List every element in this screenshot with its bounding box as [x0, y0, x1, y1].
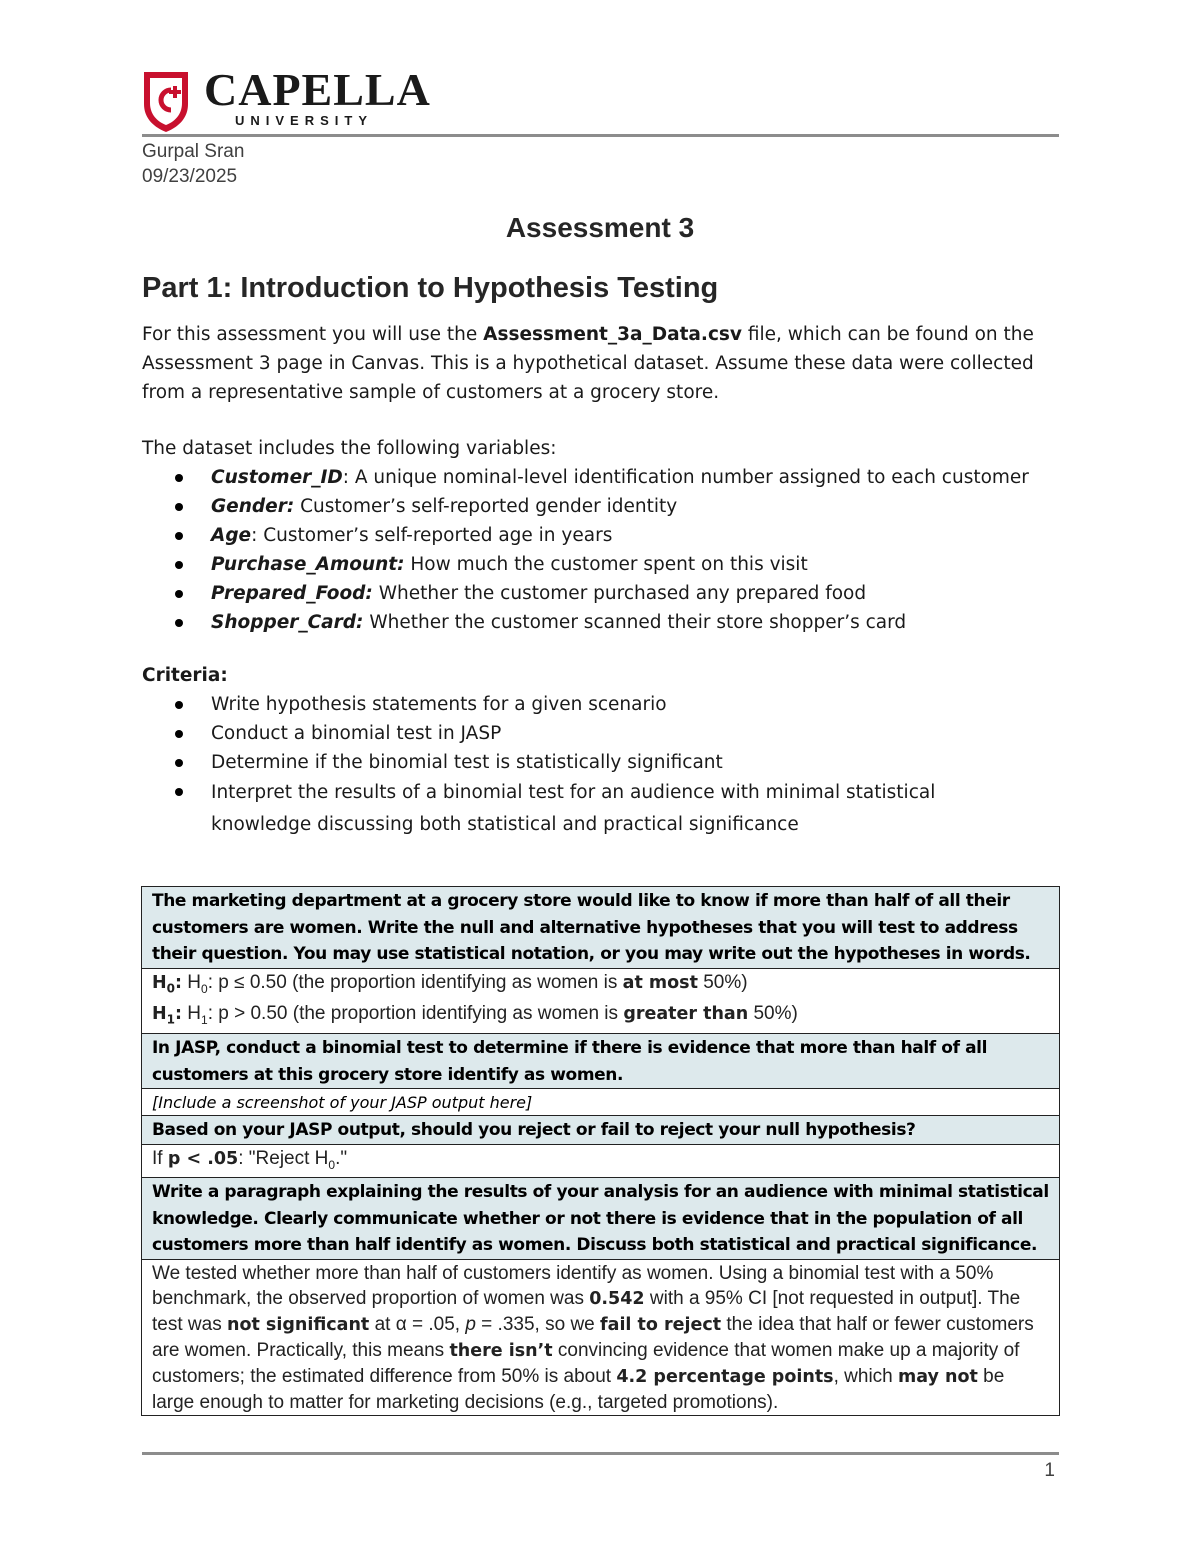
answer-interpretation[interactable]: We tested whether more than half of customers identify as women. Using a binomial test with a 50% benchmark, the observed proportion of women was 0.542 with a 95% CI [not requested in output]. The test was not significant at α = .05, p = .335, so we fail to reject the idea that half or fewer customers are women. Practically, this means there isn’t convincing evidence that women make up a majority of customers; the estimated difference from 50% is about 4.2 percentage points, which may not be large enough to matter for marketing decisions (e.g., targeted promotions).: [142, 1259, 1060, 1415]
author-name: Gurpal Sran: [142, 141, 245, 162]
list-item: [211, 521, 1071, 550]
logo-wordmark: CAPELLA: [204, 64, 431, 115]
null-hypothesis: $H_0$: $H_0$: p ≤ 0.50 (the proportion identifying as women is at most 50%): [152, 971, 748, 996]
variable-desc: How much the customer spent on this visit: [404, 554, 808, 575]
table-row: [142, 887, 1060, 969]
list-item: [211, 719, 991, 748]
bullet-icon: [175, 503, 183, 511]
variable-desc: Customer’s self-reported gender identity: [294, 496, 678, 517]
variable-name: Customer_ID: [211, 467, 343, 488]
criteria-text: Determine if the binomial test is statistically significant: [211, 752, 723, 773]
bullet-icon: [175, 701, 183, 709]
question-decision: Based on your JASP output, should you reject or fail to reject your null hypothesis?: [142, 1116, 1060, 1145]
page-number: 1: [1044, 1460, 1055, 1481]
capella-logo: [140, 66, 430, 132]
part-heading: Part 1: Introduction to Hypothesis Testing: [142, 272, 719, 304]
variable-name: Shopper_Card:: [211, 612, 364, 633]
criteria-text: Conduct a binomial test in JASP: [211, 723, 502, 744]
bullet-icon: [175, 532, 183, 540]
bullet-icon: [175, 474, 183, 482]
table-row: [142, 1144, 1060, 1178]
variable-desc: : Customer’s self-reported age in years: [251, 525, 613, 546]
variable-name: Gender:: [211, 496, 295, 517]
question-binomial-test: In JASP, conduct a binomial test to determine if there is evidence that more than half of all customers at this grocery store identify as women.: [142, 1034, 1060, 1089]
bullet-icon: [175, 619, 183, 627]
list-item: [211, 463, 1071, 492]
assessment-table: [141, 886, 1060, 1416]
h0-label: $H_0$:: [152, 972, 183, 995]
h1-label: $H_1$:: [152, 1004, 183, 1027]
table-row: [142, 1116, 1060, 1145]
bullet-icon: [175, 590, 183, 598]
table-row: [142, 1034, 1060, 1089]
variable-name: Age: [211, 525, 252, 546]
logo-subtitle: UNIVERSITY: [235, 113, 374, 128]
document-date: 09/23/2025: [142, 166, 238, 187]
intro-text-b: file, which can be found on the Assessment 3 page in Canvas. This is a hypothetical dataset. Assume these data were collected from a representative sample of customers at a grocery store.: [142, 324, 1034, 403]
page-title: Assessment 3: [505, 212, 695, 243]
variable-desc: : A unique nominal-level identification number assigned to each customer: [342, 467, 1029, 488]
list-item: [211, 690, 991, 719]
bullet-icon: [175, 561, 183, 569]
capella-shield-icon: [140, 68, 192, 134]
variables-intro: The dataset includes the following variables:: [142, 438, 557, 459]
criteria-text: Write hypothesis statements for a given scenario: [211, 694, 667, 715]
data-file-name: Assessment_3a_Data.csv: [483, 324, 742, 345]
list-item: [211, 492, 1071, 521]
criteria-heading: Criteria:: [142, 665, 228, 686]
question-interpretation: Write a paragraph explaining the results of your analysis for an audience with minimal statistical knowledge. Clearly communicate whether or not there is evidence that in the population of all customers more than half identify as women. Discuss both statistical and practical significance.: [142, 1178, 1060, 1260]
p-threshold: p < .05: [167, 1148, 239, 1169]
criteria-list: [211, 690, 991, 841]
answer-decision[interactable]: If p < .05: "Reject $H_0$.": [142, 1144, 1060, 1178]
header-rule: [142, 134, 1059, 137]
table-row: [142, 1089, 1060, 1116]
table-row: [142, 1259, 1060, 1415]
answer-screenshot-placeholder[interactable]: [Include a screenshot of your JASP output here]: [142, 1089, 1060, 1116]
footer-rule: [142, 1452, 1059, 1455]
list-item: [211, 748, 991, 777]
h0-emphasis: at most: [622, 972, 698, 993]
h1-emphasis: greater than: [623, 1004, 749, 1025]
list-item: [211, 550, 1071, 579]
intro-text-a: For this assessment you will use the: [142, 324, 484, 345]
bullet-icon: [175, 730, 183, 738]
question-hypotheses: The marketing department at a grocery store would like to know if more than half of all their customers are women. Write the null and alternative hypotheses that you will test to address their question. You may use statistical notation, or you may write out the hypotheses in words.: [142, 887, 1060, 969]
variable-desc: Whether the customer purchased any prepared food: [372, 583, 867, 604]
intro-paragraph: [142, 320, 1072, 407]
list-item: [211, 579, 1071, 608]
variable-name: Purchase_Amount:: [211, 554, 405, 575]
list-item: [211, 608, 1071, 637]
variable-desc: Whether the customer scanned their store shopper’s card: [363, 612, 907, 633]
criteria-text: Interpret the results of a binomial test for an audience with minimal statistical knowledge discussing both statistical and practical significance: [211, 782, 936, 835]
variable-name: Prepared_Food:: [211, 583, 373, 604]
list-item: [211, 777, 991, 841]
alternative-hypothesis: $H_1$: $H_1$: p > 0.50 (the proportion identifying as women is greater than 50%): [152, 1003, 798, 1028]
answer-hypotheses[interactable]: [142, 968, 1060, 1034]
variables-list: [211, 463, 1071, 637]
bullet-icon: [175, 759, 183, 767]
bullet-icon: [175, 788, 183, 796]
table-row: [142, 968, 1060, 1034]
table-row: [142, 1178, 1060, 1260]
